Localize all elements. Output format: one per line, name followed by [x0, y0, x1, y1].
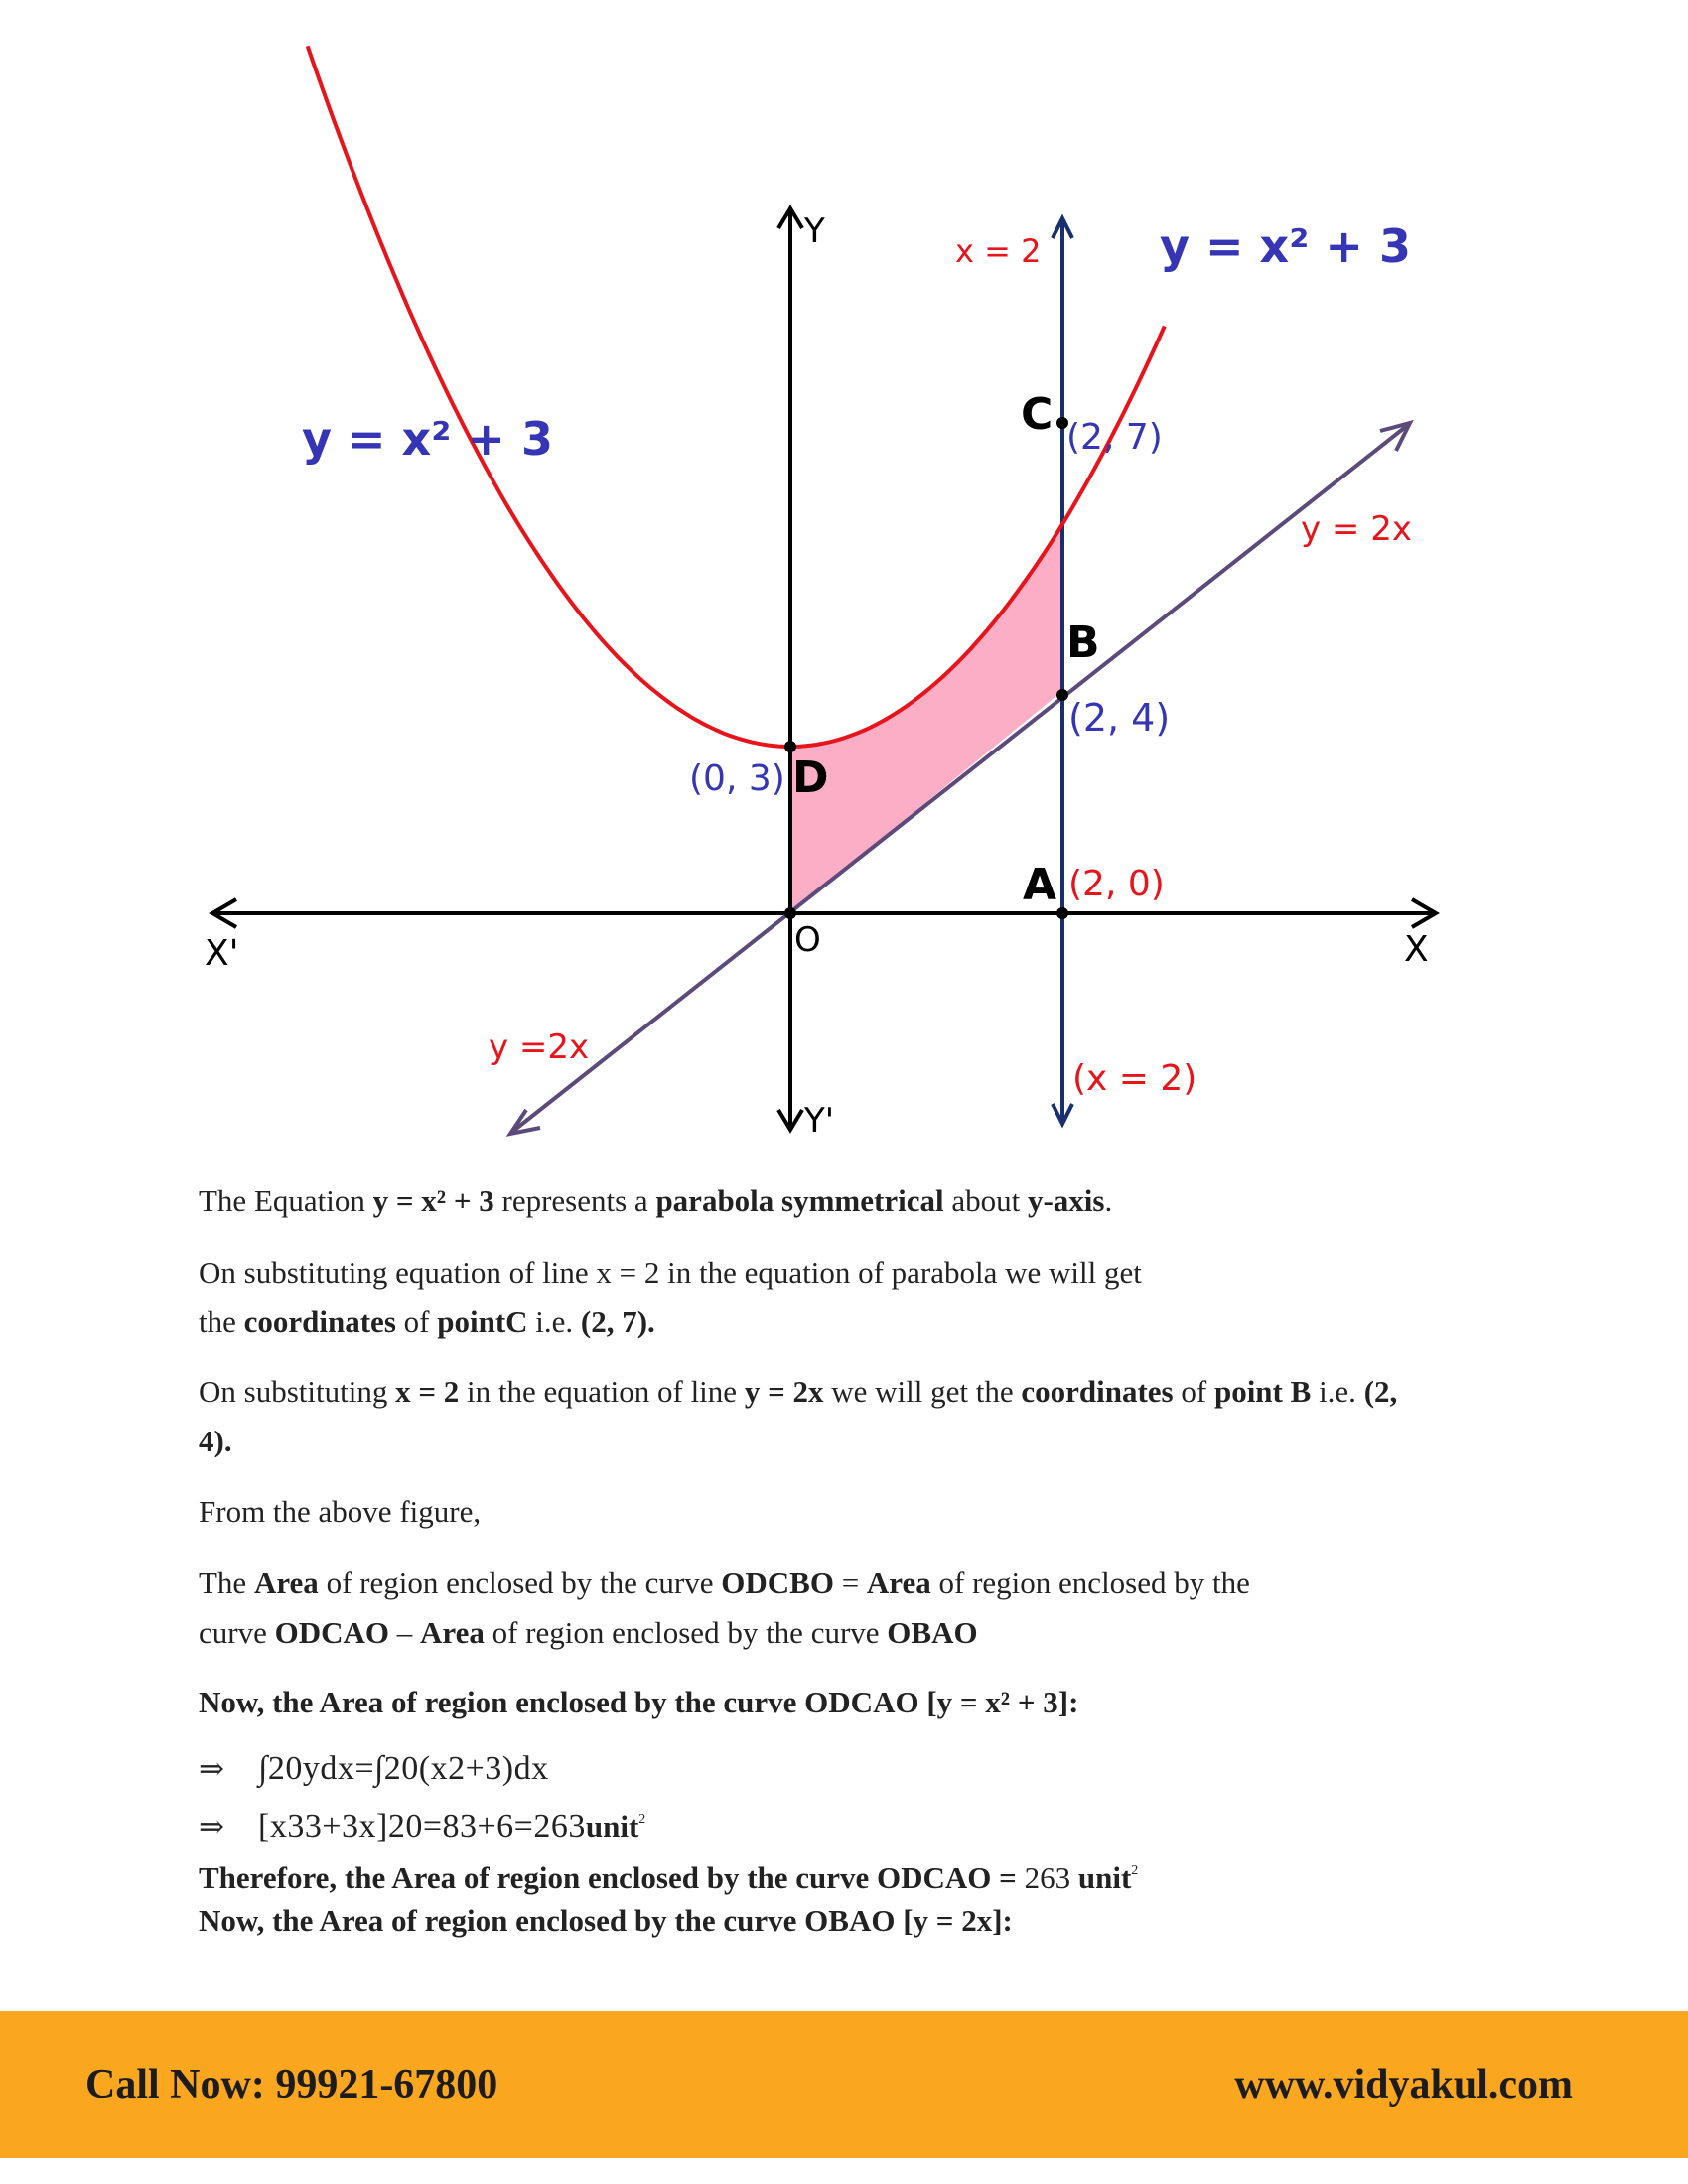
implies-icon: ⇒ [199, 1751, 224, 1786]
y-axis-label: Y [804, 211, 825, 251]
point-a-coord: (2, 0) [1068, 864, 1165, 904]
paragraph-from-figure [199, 1487, 1509, 1537]
text: i.e. [527, 1304, 581, 1339]
x-prime-axis-label: X' [205, 933, 239, 974]
text: On substituting [199, 1374, 396, 1409]
equation-integral-2 [199, 1795, 1509, 1851]
point-b-coord: (2, 4) [1068, 696, 1171, 740]
line-x2-label-bottom: (x = 2) [1072, 1058, 1197, 1099]
text-bold: y = 2x [744, 1374, 824, 1409]
text-bold: coordinates [243, 1304, 396, 1339]
text-bold: Now, the Area of region enclosed by the curve ODCAO [y = x² + 3]: [199, 1685, 1079, 1719]
point-o-dot [784, 907, 796, 919]
text-bold: parabola symmetrical [655, 1183, 944, 1218]
text: . [1104, 1183, 1113, 1218]
unit-text: unit [585, 1809, 639, 1843]
paragraph-area-relation [199, 1559, 1509, 1658]
text-bold: x = 2 [395, 1374, 460, 1409]
text-bold: Area [419, 1615, 485, 1650]
point-c-coord: (2, 7) [1066, 417, 1163, 458]
website-link[interactable]: www.vidyakul.com [1234, 2062, 1573, 2108]
text-bold: (2, 7). [580, 1304, 655, 1339]
paragraph-odcao-heading [199, 1678, 1509, 1727]
text: we will get the [823, 1374, 1022, 1409]
text-bold: Area [253, 1566, 319, 1600]
text-bold: point B [1213, 1374, 1312, 1409]
text: the [199, 1304, 244, 1339]
text: represents a [493, 1183, 656, 1218]
origin-label: O [794, 920, 821, 960]
text: of region enclosed by the curve [484, 1615, 888, 1650]
text: of region enclosed by the [930, 1566, 1250, 1600]
line-2x-label-left: y =2x [489, 1027, 590, 1067]
call-now-text: Call Now: 99921-67800 [85, 2062, 498, 2108]
result-value: 263 [1016, 1860, 1078, 1895]
equation-text: ∫20ydx=∫20(x2+3)dx [258, 1750, 549, 1787]
text-bold: y = x² + 3 [372, 1183, 494, 1218]
implies-icon: ⇒ [199, 1809, 224, 1843]
text: of region enclosed by the curve [318, 1566, 722, 1600]
text: – [388, 1615, 420, 1650]
unit-superscript: 2 [638, 1812, 646, 1827]
point-d-coord: (0, 3) [689, 758, 785, 799]
text-bold: (2, [1363, 1374, 1398, 1409]
paragraph-obao-heading [199, 1896, 1509, 1946]
text: The Equation [199, 1183, 373, 1218]
text: curve [199, 1615, 275, 1650]
text-bold: coordinates [1021, 1374, 1174, 1409]
point-b-dot [1056, 689, 1068, 701]
equation-integral-1 [199, 1744, 1509, 1794]
text-bold: OBAO [887, 1615, 978, 1650]
paragraph-point-b [199, 1367, 1509, 1466]
paragraph-odcao-result [199, 1846, 1509, 1903]
text-bold: y-axis [1027, 1183, 1105, 1218]
point-d-dot [784, 741, 796, 752]
text-bold: Therefore, the Area of region enclosed by the curve ODCAO = [199, 1860, 1017, 1895]
unit-superscript: 2 [1131, 1863, 1139, 1878]
point-d-label: D [792, 752, 829, 803]
paragraph-point-c [199, 1248, 1509, 1347]
text: From the above figure, [199, 1494, 482, 1529]
point-b-label: B [1066, 617, 1100, 668]
text-bold: ODCAO [274, 1615, 389, 1650]
paragraph-parabola [199, 1176, 1509, 1226]
text: = [833, 1566, 867, 1600]
point-a-label: A [1023, 860, 1057, 910]
text-bold: Now, the Area of region enclosed by the curve OBAO [y = 2x]: [199, 1903, 1013, 1938]
text: The [199, 1566, 254, 1600]
text-bold: pointC [437, 1304, 528, 1339]
parabola-label-left: y = x² + 3 [302, 412, 553, 466]
text-bold: Area [866, 1566, 931, 1600]
point-c-label: C [1021, 389, 1054, 440]
text-bold: 4). [199, 1424, 232, 1458]
equation-text: [x33+3x]20=83+6=263 [258, 1808, 586, 1844]
line-y-equals-2x [512, 425, 1408, 1132]
text-bold: ODCBO [721, 1566, 834, 1600]
text: of [395, 1304, 438, 1339]
line-x2-label-top: x = 2 [955, 232, 1042, 270]
text: i.e. [1311, 1374, 1364, 1409]
unit-text: unit [1077, 1860, 1132, 1895]
y-prime-axis-label: Y' [804, 1101, 835, 1141]
text: in the equation of line [459, 1374, 745, 1409]
text: On substituting equation of line x = 2 in the equation of parabola we will get [199, 1255, 1142, 1290]
parabola-label-right: y = x² + 3 [1160, 219, 1411, 273]
footer-bar [0, 2011, 1688, 2158]
text: of [1173, 1374, 1214, 1409]
line-2x-label-right: y = 2x [1301, 509, 1412, 549]
text: about [943, 1183, 1028, 1218]
point-a-dot [1056, 907, 1068, 919]
x-axis-label: X [1404, 929, 1429, 970]
